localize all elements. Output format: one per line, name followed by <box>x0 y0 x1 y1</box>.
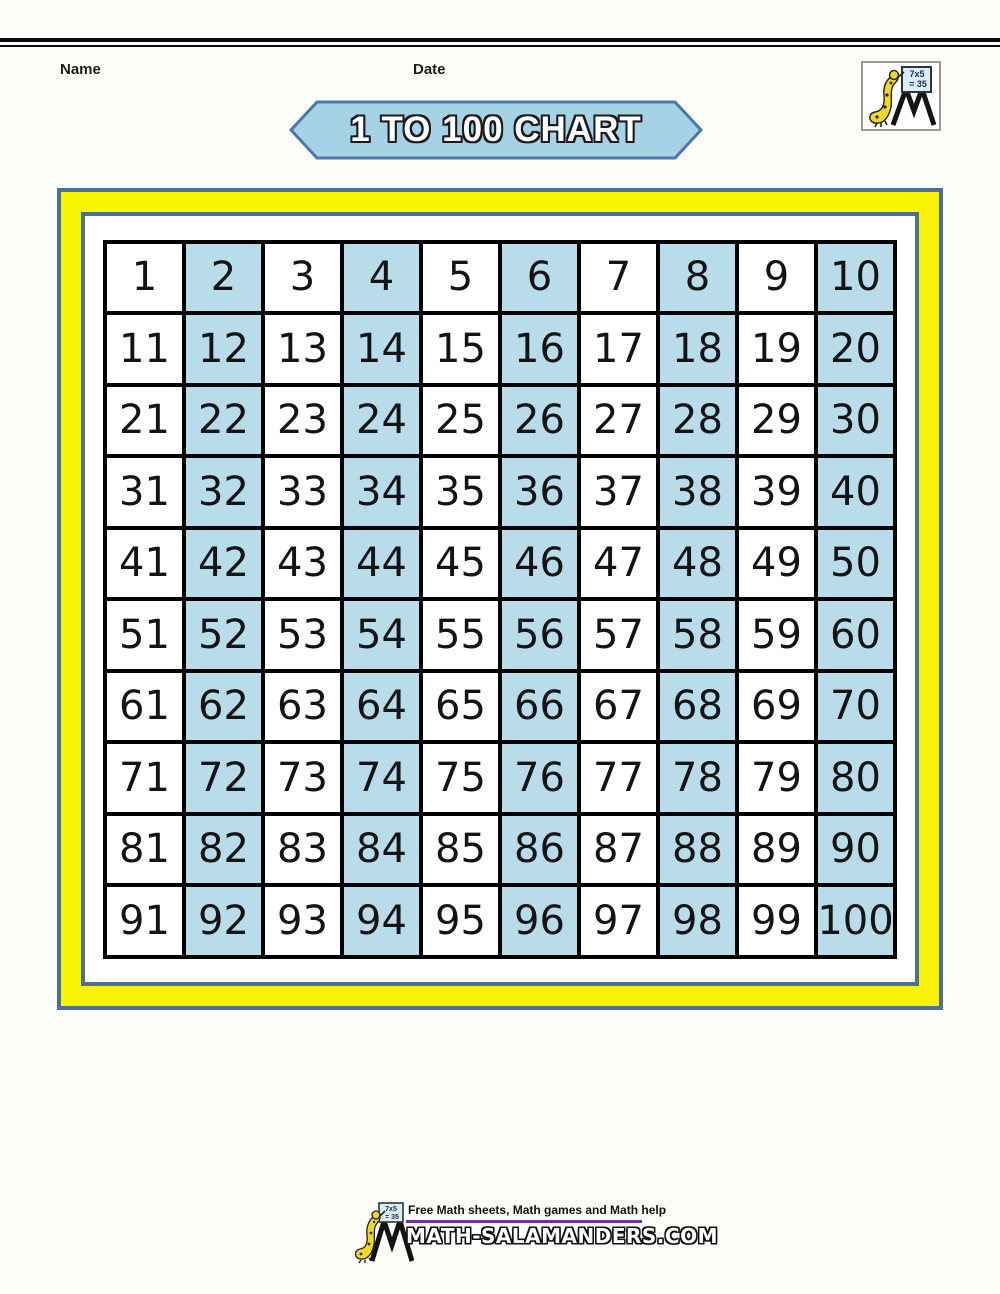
grid-cell: 32 <box>184 456 263 528</box>
grid-cell: 82 <box>184 814 263 886</box>
grid-cell: 94 <box>342 885 421 957</box>
grid-cell: 36 <box>500 456 579 528</box>
chalkboard-text-line1: 7x5 <box>385 1206 397 1213</box>
grid-cell: 46 <box>500 528 579 600</box>
grid-cell: 77 <box>579 742 658 814</box>
grid-cell: 27 <box>579 385 658 457</box>
grid-cell: 7 <box>579 242 658 314</box>
grid-cell: 57 <box>579 599 658 671</box>
grid-cell: 87 <box>579 814 658 886</box>
grid-cell: 61 <box>105 671 184 743</box>
grid-cell: 51 <box>105 599 184 671</box>
page-title: 1 TO 100 CHART <box>350 110 642 149</box>
date-label: Date <box>413 61 446 78</box>
salamander-icon <box>870 71 904 128</box>
grid-cell: 28 <box>658 385 737 457</box>
grid-cell: 40 <box>816 456 895 528</box>
grid-cell: 92 <box>184 885 263 957</box>
grid-cell: 55 <box>421 599 500 671</box>
name-label: Name <box>60 61 101 78</box>
grid-cell: 52 <box>184 599 263 671</box>
footer-tagline: Free Math sheets, Math games and Math help <box>408 1203 667 1217</box>
grid-cell: 76 <box>500 742 579 814</box>
site-name: MATH-SALAMANDERS.COM <box>406 1224 718 1248</box>
grid-cell: 68 <box>658 671 737 743</box>
grid-cell: 71 <box>105 742 184 814</box>
grid-cell: 99 <box>737 885 816 957</box>
grid-cell: 62 <box>184 671 263 743</box>
grid-cell: 25 <box>421 385 500 457</box>
grid-cell: 38 <box>658 456 737 528</box>
grid-cell: 43 <box>263 528 342 600</box>
grid-cell: 14 <box>342 313 421 385</box>
grid-cell: 72 <box>184 742 263 814</box>
grid-cell: 50 <box>816 528 895 600</box>
grid-cell: 29 <box>737 385 816 457</box>
grid-cell: 79 <box>737 742 816 814</box>
grid-cell: 89 <box>737 814 816 886</box>
chalkboard-text-line2: = 35 <box>909 79 927 89</box>
grid-cell: 4 <box>342 242 421 314</box>
number-grid-border <box>103 240 897 959</box>
grid-cell: 24 <box>342 385 421 457</box>
grid-cell: 81 <box>105 814 184 886</box>
grid-cell: 12 <box>184 313 263 385</box>
grid-cell: 56 <box>500 599 579 671</box>
top-divider-rule-thin <box>0 45 1000 47</box>
grid-cell: 34 <box>342 456 421 528</box>
grid-cell: 8 <box>658 242 737 314</box>
grid-cell: 22 <box>184 385 263 457</box>
grid-cell: 9 <box>737 242 816 314</box>
grid-cell: 58 <box>658 599 737 671</box>
easel-icon <box>893 89 934 125</box>
grid-cell: 23 <box>263 385 342 457</box>
grid-cell: 80 <box>816 742 895 814</box>
grid-cell: 48 <box>658 528 737 600</box>
grid-cell: 64 <box>342 671 421 743</box>
grid-cell: 6 <box>500 242 579 314</box>
grid-cell: 16 <box>500 313 579 385</box>
footer <box>352 1199 718 1265</box>
grid-cell: 11 <box>105 313 184 385</box>
grid-cell: 39 <box>737 456 816 528</box>
grid-cell: 42 <box>184 528 263 600</box>
grid-cell: 44 <box>342 528 421 600</box>
grid-cell: 95 <box>421 885 500 957</box>
grid-cell: 59 <box>737 599 816 671</box>
grid-cell: 88 <box>658 814 737 886</box>
grid-cell: 37 <box>579 456 658 528</box>
footer-salamander-easel-icon <box>352 1199 414 1265</box>
grid-cell: 84 <box>342 814 421 886</box>
chart-frame <box>57 188 943 1010</box>
grid-cell: 10 <box>816 242 895 314</box>
grid-cell: 5 <box>421 242 500 314</box>
chalkboard-text-line1: 7x5 <box>909 69 925 79</box>
grid-cell: 19 <box>737 313 816 385</box>
grid-cell: 100 <box>816 885 895 957</box>
grid-cell: 85 <box>421 814 500 886</box>
grid-cell: 78 <box>658 742 737 814</box>
grid-cell: 90 <box>816 814 895 886</box>
chalkboard-text-line2: = 35 <box>385 1214 399 1221</box>
grid-cell: 91 <box>105 885 184 957</box>
grid-cell: 18 <box>658 313 737 385</box>
grid-cell: 35 <box>421 456 500 528</box>
grid-cell: 3 <box>263 242 342 314</box>
grid-cell: 26 <box>500 385 579 457</box>
grid-cell: 49 <box>737 528 816 600</box>
grid-cell: 45 <box>421 528 500 600</box>
grid-cell: 98 <box>658 885 737 957</box>
grid-cell: 1 <box>105 242 184 314</box>
grid-cell: 33 <box>263 456 342 528</box>
grid-cell: 75 <box>421 742 500 814</box>
number-grid <box>105 242 895 957</box>
grid-cell: 74 <box>342 742 421 814</box>
title-banner <box>288 99 704 161</box>
grid-cell: 67 <box>579 671 658 743</box>
grid-cell: 54 <box>342 599 421 671</box>
salamander-easel-icon <box>863 63 939 129</box>
grid-cell: 70 <box>816 671 895 743</box>
grid-cell: 53 <box>263 599 342 671</box>
grid-cell: 20 <box>816 313 895 385</box>
grid-cell: 60 <box>816 599 895 671</box>
grid-cell: 65 <box>421 671 500 743</box>
grid-cell: 69 <box>737 671 816 743</box>
grid-cell: 2 <box>184 242 263 314</box>
grid-cell: 97 <box>579 885 658 957</box>
grid-cell: 41 <box>105 528 184 600</box>
footer-divider <box>406 1220 642 1223</box>
grid-cell: 66 <box>500 671 579 743</box>
grid-cell: 21 <box>105 385 184 457</box>
grid-cell: 15 <box>421 313 500 385</box>
grid-cell: 63 <box>263 671 342 743</box>
grid-cell: 30 <box>816 385 895 457</box>
grid-cell: 96 <box>500 885 579 957</box>
top-divider-rule <box>0 38 1000 42</box>
grid-cell: 47 <box>579 528 658 600</box>
grid-cell: 13 <box>263 313 342 385</box>
grid-cell: 17 <box>579 313 658 385</box>
grid-cell: 83 <box>263 814 342 886</box>
grid-cell: 31 <box>105 456 184 528</box>
site-logo-box <box>861 61 941 131</box>
chart-inner-frame <box>81 212 919 986</box>
grid-cell: 73 <box>263 742 342 814</box>
grid-cell: 93 <box>263 885 342 957</box>
grid-cell: 86 <box>500 814 579 886</box>
